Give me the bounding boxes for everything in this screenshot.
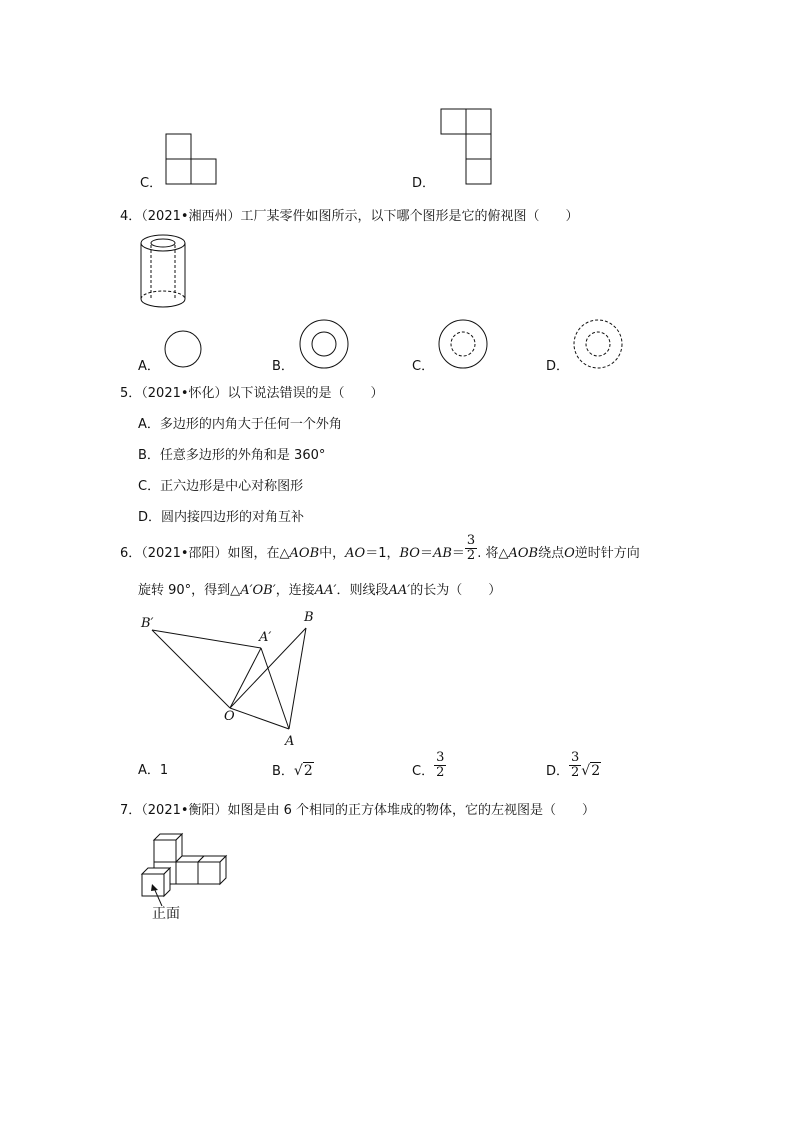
q7-cube-top-front (154, 840, 176, 862)
q6-segment-aa-2: AA′ (388, 583, 411, 598)
q5-stem: 5．（2021•怀化）以下说法错误的是（ ） (120, 386, 384, 401)
q4-option-a-figure (163, 329, 205, 371)
q3-option-d-label: D． (412, 176, 436, 191)
q6-segment-aa-1: AA′ (314, 583, 337, 598)
q6-fraction (465, 534, 477, 563)
q3-option-c-figure (165, 133, 225, 193)
q6-geometry-figure (138, 608, 338, 748)
q6-option-b-label: B． (272, 764, 294, 779)
q6-option-d-numerator: 3 (571, 750, 580, 765)
q6-label-b: B (304, 610, 314, 625)
q5-option-a: A．多边形的内角大于任何一个外角 (138, 417, 342, 432)
q6-edge-o-a (230, 708, 289, 729)
q6-option-c (412, 750, 446, 780)
q4-option-b-label: B． (272, 359, 294, 374)
q6-label-a-prime: A′ (259, 630, 272, 645)
q6-option-c-numerator: 3 (436, 750, 445, 765)
q7-cube-right1-front (176, 862, 198, 884)
q6-option-c-fraction (434, 751, 446, 780)
q6-stem-text-3: . 将△ (477, 546, 509, 561)
q6-eq3: ＝ (451, 546, 465, 561)
q6-label-b-prime: B′ (141, 616, 154, 631)
q6-option-d-denominator: 2 (571, 765, 580, 780)
q6-fraction-denominator: 2 (466, 548, 476, 563)
q6-option-d-sqrt: √2 (581, 763, 601, 779)
q6-option-b-radicand: 2 (303, 763, 313, 779)
q6-segment-ab: AB (432, 546, 452, 561)
q6-option-d-label: D． (546, 764, 570, 779)
q6-point-o: O (564, 546, 575, 561)
q4-option-a-label: A． (138, 359, 160, 374)
q6-edge-bprime-o (152, 630, 230, 708)
q3-option-c-label: C． (140, 176, 163, 191)
q6-eq2: ＝ (419, 546, 433, 561)
q7-cube-stack-figure (138, 830, 248, 910)
q6-stem-line2 (138, 583, 501, 599)
q3-option-d-figure (440, 108, 500, 192)
q7-stem: 7．（2021•衡阳）如图是由 6 个相同的正方体堆成的物体，它的左视图是（ ） (120, 803, 596, 818)
q6-stem-line1 (120, 533, 640, 563)
q6-edge-bprime-aprime (152, 630, 261, 648)
q6-segment-bo: BO (399, 546, 420, 561)
q6-line2-text-1: 旋转 90°，得到△ (138, 583, 241, 598)
q6-stem-text-4: 绕点 (538, 546, 565, 561)
q6-option-a: A．1 (138, 763, 169, 778)
q6-line2-text-4: 的长为（ ） (410, 583, 502, 598)
q6-option-d-fraction (569, 751, 581, 780)
q4-option-c-label: C． (412, 359, 435, 374)
q4-stem: 4．（2021•湘西州）工厂某零件如图所示，以下哪个图形是它的俯视图（ ） (120, 209, 579, 224)
q6-option-b (272, 763, 314, 780)
q6-stem-text-2: 中， (319, 546, 346, 561)
q6-option-b-sqrt: √2 (293, 763, 313, 779)
q5-option-c: C．正六边形是中心对称图形 (138, 479, 304, 494)
q6-stem-text-5: 逆时针方向 (574, 546, 640, 561)
q6-line2-text-2: ，连接 (275, 583, 315, 598)
q6-option-d-radicand: 2 (591, 763, 601, 779)
q6-eq1: ＝1， (365, 546, 400, 561)
q6-label-a: A (285, 734, 295, 749)
q6-fraction-numerator: 3 (466, 533, 476, 548)
q6-triangle-aob-2: AOB (508, 546, 539, 561)
q6-line2-text-3: ．则线段 (336, 583, 389, 598)
q6-option-d (546, 750, 601, 780)
q6-label-o: O (224, 709, 235, 724)
q6-stem-text-1: 6．（2021•邵阳）如图，在△ (120, 546, 290, 561)
q4-option-b-figure (299, 319, 351, 371)
q6-triangle-aob: AOB (289, 546, 320, 561)
q4-option-d-figure (573, 319, 625, 371)
q6-edge-aprime-o (230, 648, 261, 708)
q5-option-b: B．任意多边形的外角和是 360° (138, 448, 326, 463)
q4-cylinder-figure (138, 233, 198, 313)
q4-option-d-label: D． (546, 359, 570, 374)
q5-option-d: D．圆内接四边形的对角互补 (138, 510, 305, 525)
q6-triangle-rotated: A′OB′ (240, 583, 276, 598)
q4-option-c-figure (438, 319, 490, 371)
q7-front-label: 正面 (152, 906, 180, 922)
q6-segment-ao: AO (345, 546, 366, 561)
q7-cube-right2-front (198, 862, 220, 884)
q6-option-c-denominator: 2 (436, 765, 445, 780)
q6-option-c-label: C． (412, 764, 435, 779)
